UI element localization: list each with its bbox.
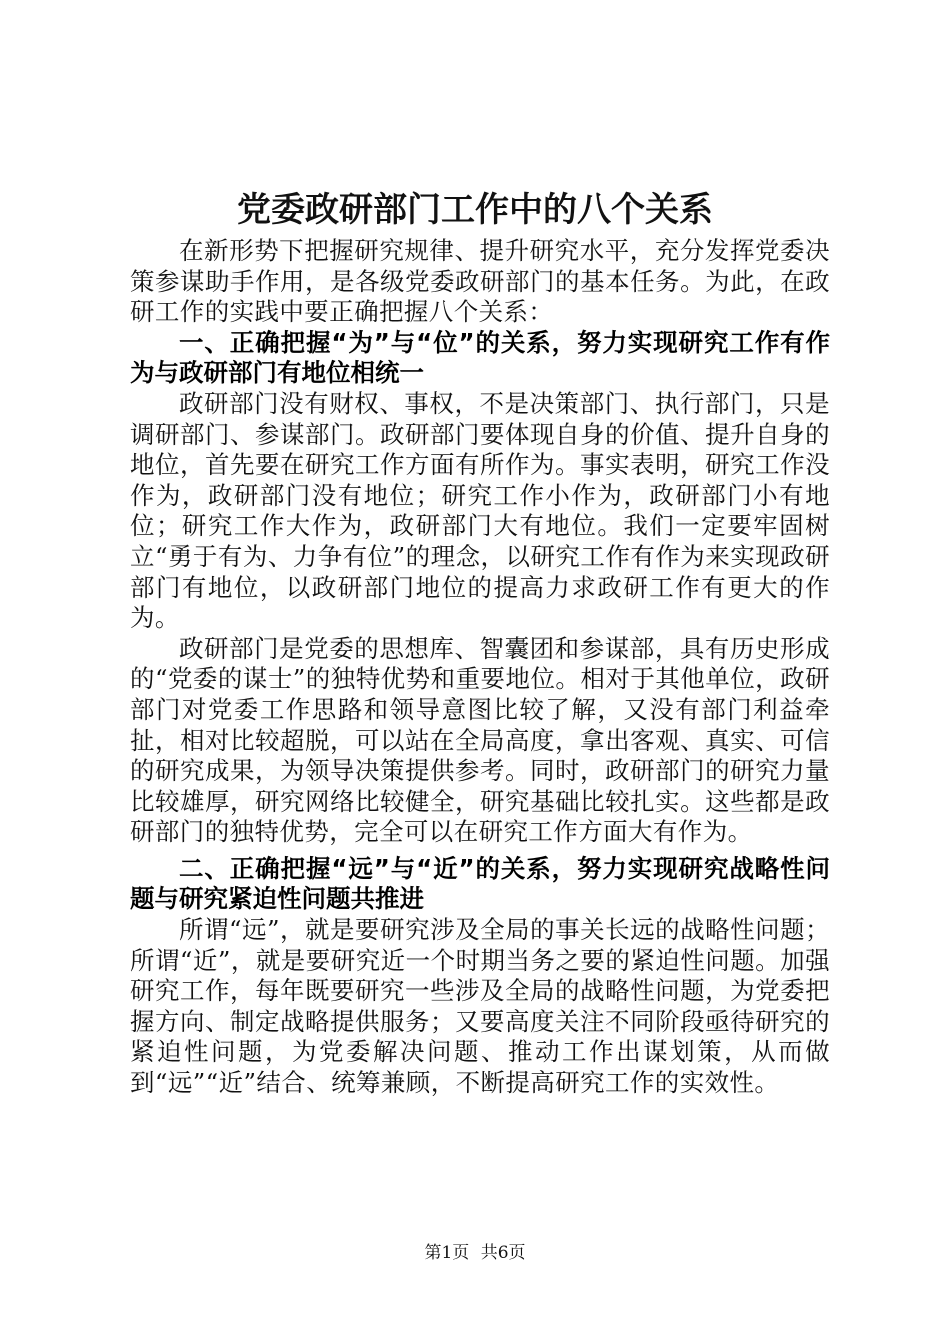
section-heading-2: 二、正确把握“远”与“近”的关系，努力实现研究战略性问题与研究紧迫性问题共推进 [130,853,830,914]
body-paragraph: 政研部门是党委的思想库、智囊团和参谋部，具有历史形成的“党委的谋士”的独特优势和重要地位。相对于其他单位，政研部门对党委工作思路和领导意图比较了解，又没有部门利益牵扯，相对比较超脱，可以站在全局高度，拿出客观、真实、可信的研究成果，为领导决策提供参考。同时，政研部门的研究力量比较雄厚，研究网络比较健全，研究基础比较扎实。这些都是政研部门的独特优势，完全可以在研究工作方面大有作为。 [130,633,830,847]
body-paragraph: 所谓“远”，就是要研究涉及全局的事关长远的战略性问题；所谓“近”，就是要研究近一个时期当务之要的紧迫性问题。加强研究工作，每年既要研究一些涉及全局的战略性问题，为党委把握方向、制定战略提供服务；又要高度关注不同阶段亟待研究的紧迫性问题，为党委解决问题、推动工作出谋划策，从而做到“远”“近”结合、统筹兼顾，不断提高研究工作的实效性。 [130,915,830,1098]
body-paragraph: 政研部门没有财权、事权，不是决策部门、执行部门，只是调研部门、参谋部门。政研部门要体现自身的价值、提升自身的地位，首先要在研究工作方面有所作为。事实表明，研究工作没作为，政研部门没有地位；研究工作小作为，政研部门小有地位；研究工作大作为，政研部门大有地位。我们一定要牢固树立“勇于有为、力争有位”的理念，以研究工作有作为来实现政研部门有地位，以政研部门地位的提高力求政研工作有更大的作为。 [130,388,830,633]
page-number-current: 第1页 [424,1243,470,1263]
intro-paragraph: 在新形势下把握研究规律、提升研究水平，充分发挥党委决策参谋助手作用，是各级党委政研部门的基本任务。为此，在政研工作的实践中要正确把握八个关系： [130,236,830,327]
document-body [130,236,830,1099]
section-heading-1: 一、正确把握“为”与“位”的关系，努力实现研究工作有作为与政研部门有地位相统一 [130,327,830,388]
page-number-total: 共6页 [480,1243,526,1263]
document-title: 党委政研部门工作中的八个关系 [237,190,713,230]
page-footer [0,1241,950,1265]
